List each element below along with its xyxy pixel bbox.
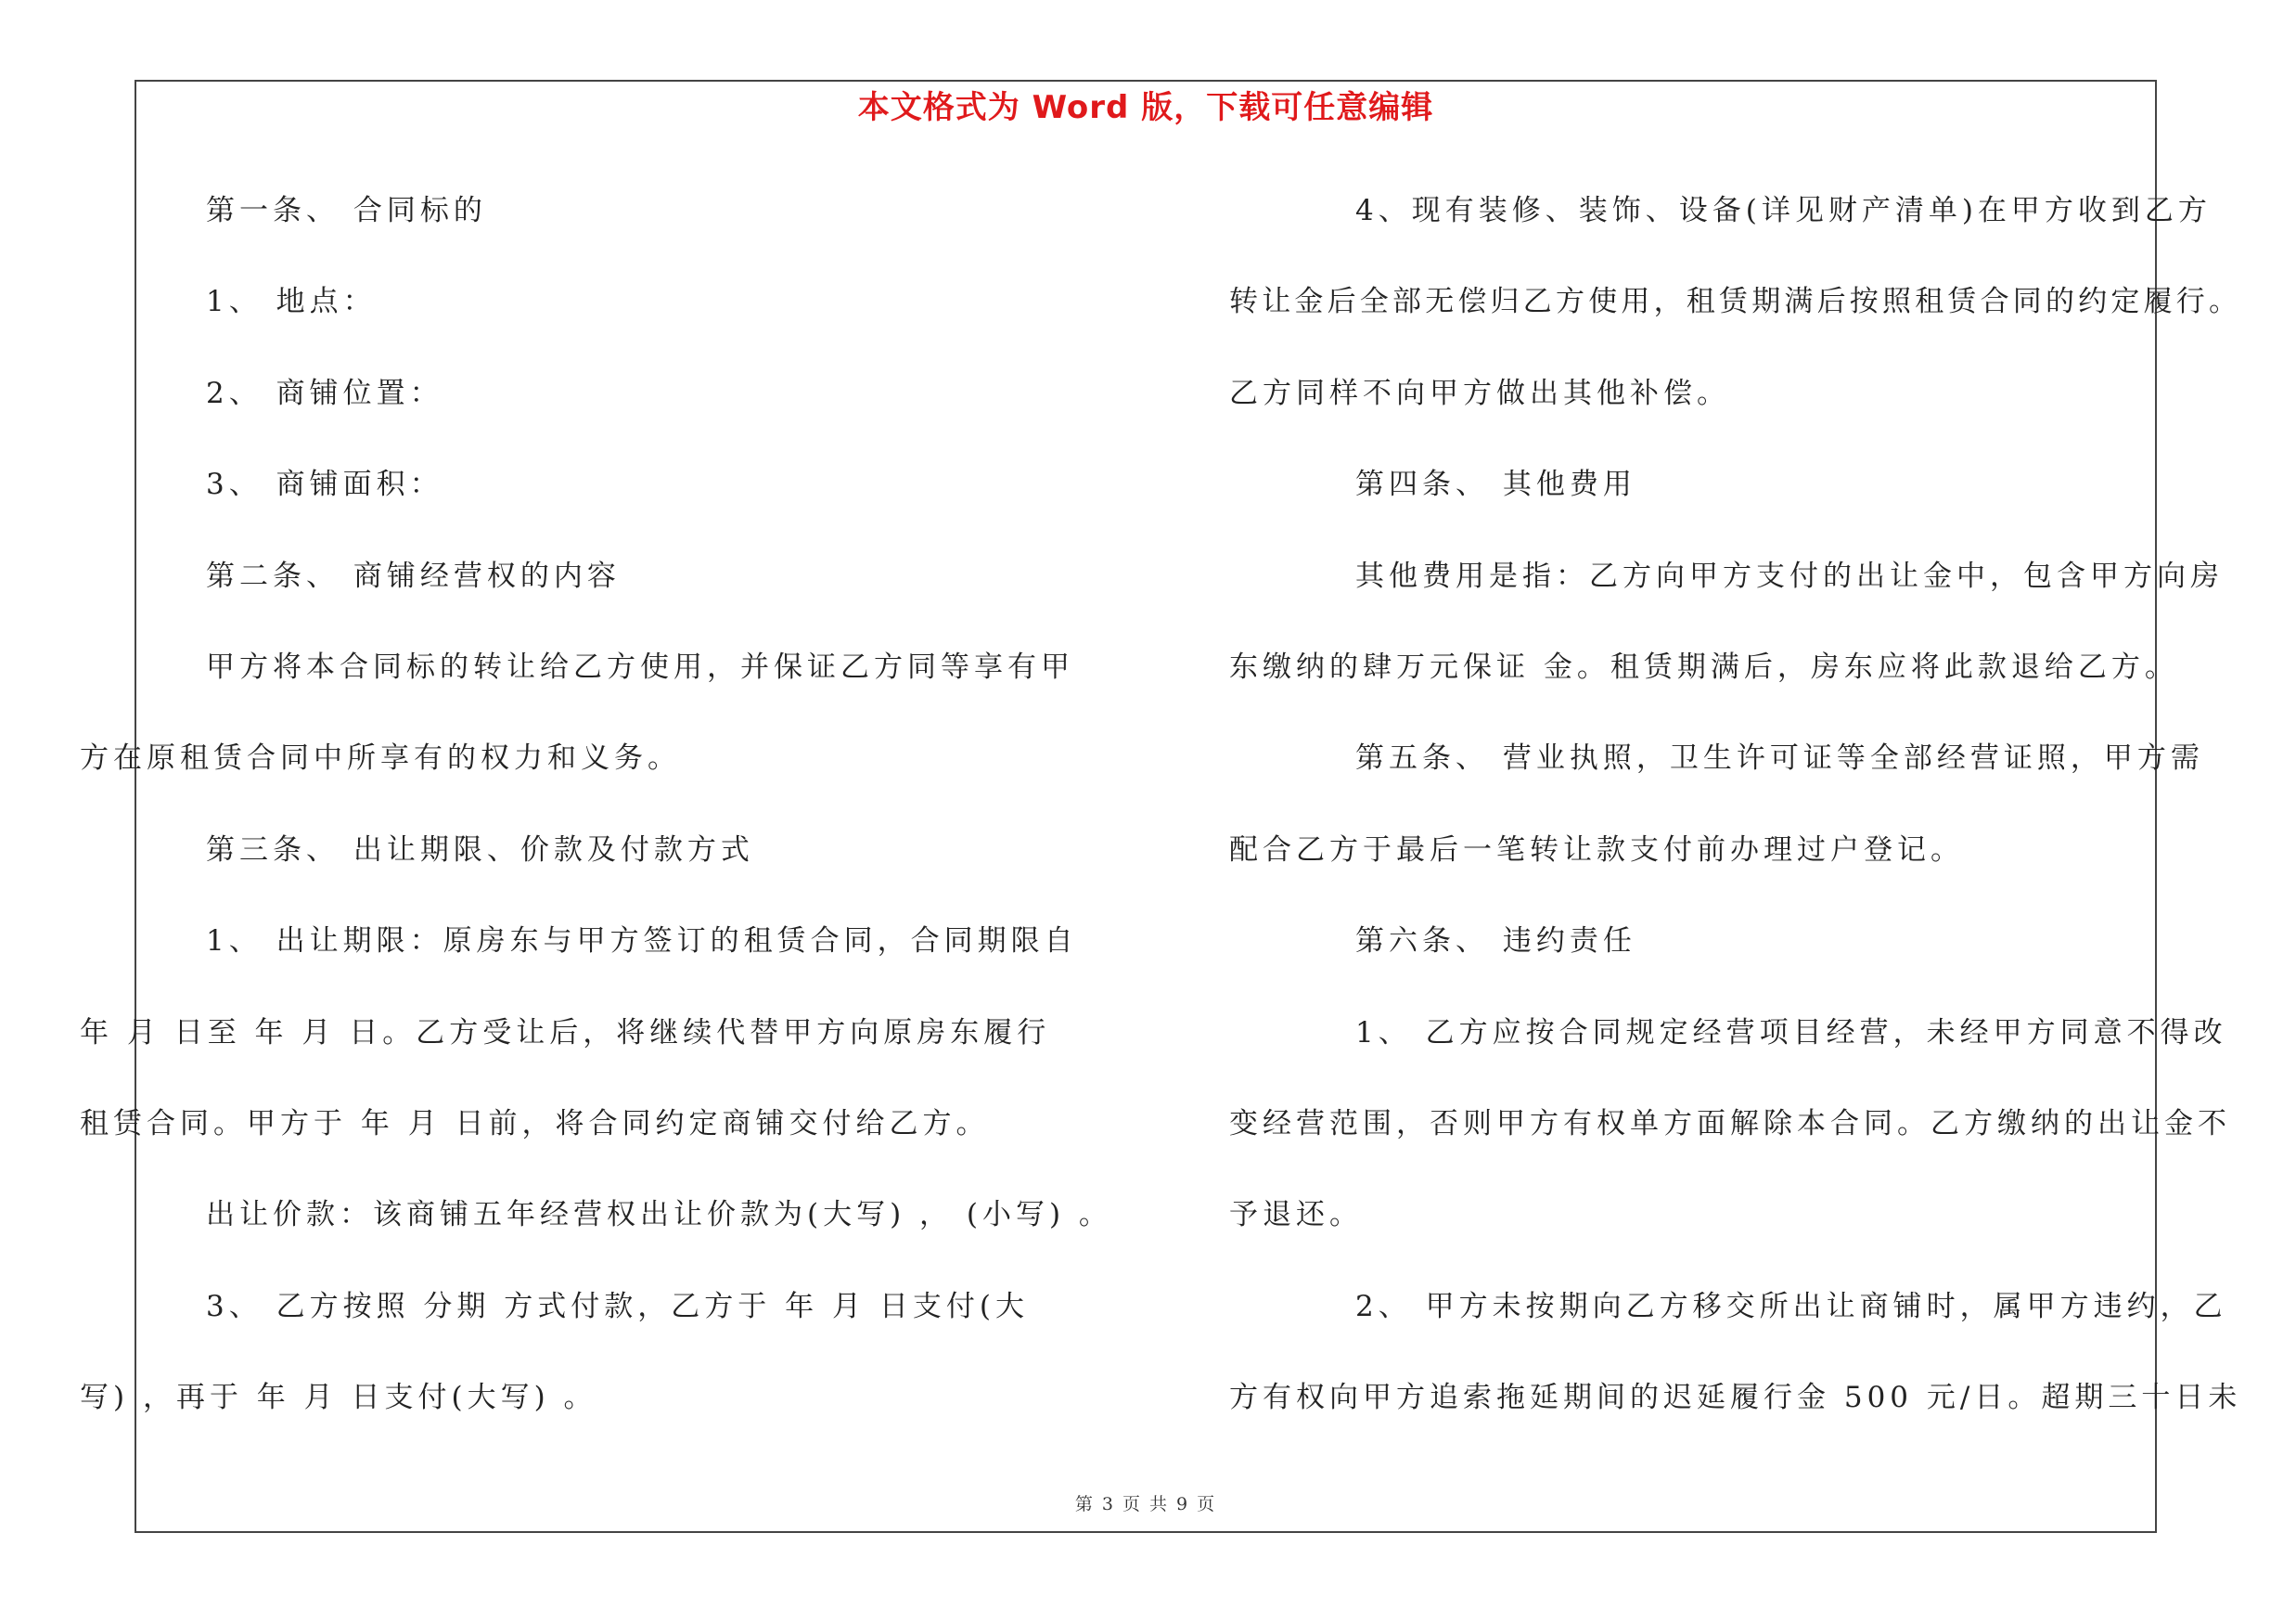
text-line: 2、 甲方未按期向乙方移交所出让商铺时，属甲方违约，乙 [1355, 1289, 2227, 1323]
text-line: 东缴纳的肆万元保证 金。租赁期满后，房东应将此款退给乙方。 [1229, 650, 2178, 684]
text-line: 1、 地点： [206, 285, 377, 319]
text-line: 1、 乙方应按合同规定经营项目经营，未经甲方同意不得改 [1355, 1015, 2227, 1050]
text-line: 第二条、 商铺经营权的内容 [206, 559, 621, 593]
text-line: 3、 乙方按照 分期 方式付款，乙方于 年 月 日支付(大 [206, 1289, 1029, 1323]
text-line: 3、 商铺面积： [206, 468, 443, 502]
text-line: 4、现有装修、装饰、设备(详见财产清单)在甲方收到乙方 [1355, 194, 2212, 227]
text-line: 予退还。 [1229, 1198, 1363, 1232]
text-line: 第五条、 营业执照，卫生许可证等全部经营证照，甲方需 [1355, 741, 2204, 776]
text-line: 第三条、 出让期限、价款及付款方式 [206, 832, 754, 867]
text-line: 租赁合同。甲方于 年 月 日前，将合同约定商铺交付给乙方。 [80, 1106, 990, 1140]
text-line: 年 月 日至 年 月 日。乙方受让后，将继续代替甲方向原房东履行 [80, 1015, 1051, 1050]
text-line: 方有权向甲方追索拖延期间的迟延履行金 500 元/日。超期三十日未 [1229, 1381, 2242, 1415]
text-line: 第四条、 其他费用 [1355, 468, 1636, 502]
left-text-column [80, 182, 1134, 1460]
text-line: 甲方将本合同标的转让给乙方使用，并保证乙方同等享有甲 [206, 650, 1074, 684]
text-line: 配合乙方于最后一笔转让款支付前办理过户登记。 [1229, 832, 1964, 867]
text-line: 第六条、 违约责任 [1355, 924, 1636, 959]
text-line: 变经营范围，否则甲方有权单方面解除本合同。乙方缴纳的出让金不 [1229, 1106, 2231, 1140]
text-line: 转让金后全部无偿归乙方使用，租赁期满后按照租赁合同的约定履行。 [1229, 285, 2242, 319]
text-line: 写) ，再于 年 月 日支付(大写) 。 [80, 1381, 597, 1415]
text-line: 2、 商铺位置： [206, 376, 443, 410]
text-line: 方在原租赁合同中所享有的权力和义务。 [80, 741, 681, 776]
right-text-column [1229, 182, 2242, 1460]
text-line: 1、 出让期限：原房东与甲方签订的租赁合同，合同期限自 [206, 924, 1078, 959]
page-number: 第 3 页 共 9 页 [1074, 1494, 1217, 1514]
text-line: 其他费用是指：乙方向甲方支付的出让金中，包含甲方向房 [1355, 559, 2224, 593]
text-line: 乙方同样不向甲方做出其他补偿。 [1229, 376, 1730, 410]
text-line: 第一条、 合同标的 [206, 194, 487, 227]
text-line: 出让价款：该商铺五年经营权出让价款为(大写) ， (小写) 。 [206, 1198, 1112, 1232]
word-format-banner: 本文格式为 Word 版，下载可任意编辑 [857, 89, 1434, 126]
